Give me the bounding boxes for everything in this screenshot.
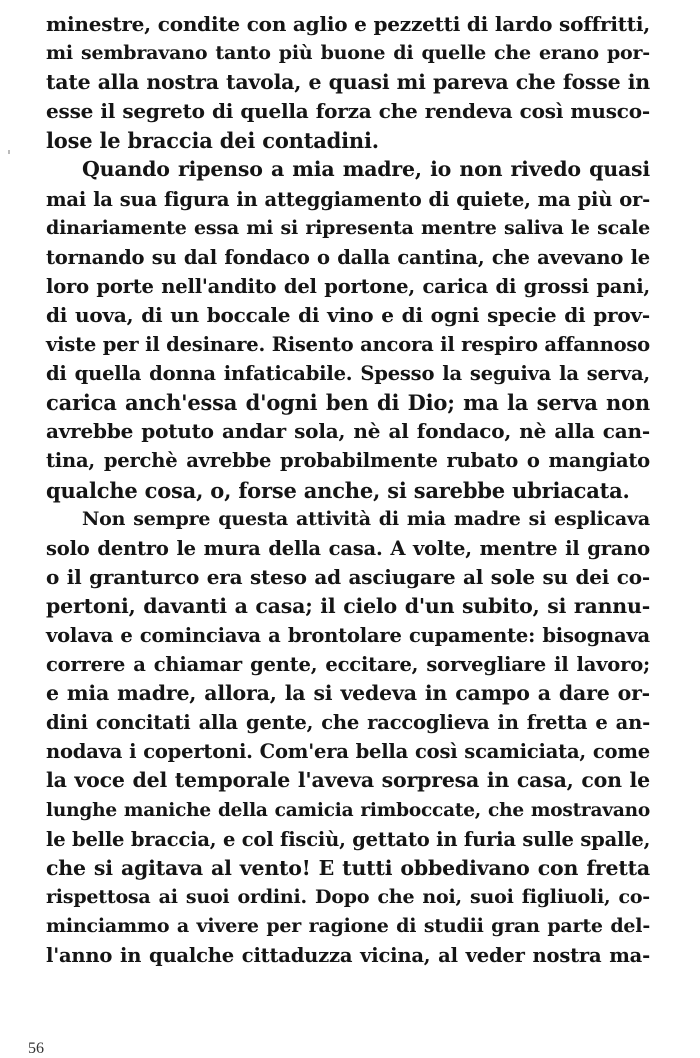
text-line: pertoni, davanti a casa; il cielo d'un subito, si rannu- bbox=[46, 593, 650, 618]
text-line: nodava i copertoni. Com'era bella così scamiciata, come bbox=[46, 740, 650, 764]
text-line: tina, perchè avrebbe probabilmente rubato o mangiato bbox=[46, 449, 650, 473]
text-line: minestre, condite con aglio e pezzetti di lardo soffritti, bbox=[46, 12, 650, 36]
text-line: dini concitati alla gente, che raccoglieva in fretta e an- bbox=[46, 711, 650, 735]
text-line: tornando su dal fondaco o dalla cantina, che avevano le bbox=[46, 245, 650, 269]
text-line: e mia madre, allora, la si vedeva in campo a dare or- bbox=[46, 681, 650, 706]
text-line: lose le braccia dei contadini. bbox=[46, 128, 379, 154]
text-line: mi sembravano tanto più buone di quelle che erano por- bbox=[46, 42, 650, 65]
page-edge-mark bbox=[8, 150, 10, 154]
text-line: Non sempre questa attività di mia madre si esplicava bbox=[82, 507, 650, 530]
page-number: 56 bbox=[28, 1040, 44, 1057]
text-line: viste per il desinare. Risento ancora il respiro affannoso bbox=[46, 333, 650, 357]
body-text bbox=[46, 10, 650, 970]
text-line: volava e cominciava a brontolare cupamente: bisognava bbox=[46, 623, 650, 647]
text-line: loro porte nell'andito del portone, carica di grossi pani, bbox=[46, 274, 650, 298]
text-line: Quando ripenso a mia madre, io non rivedo quasi bbox=[82, 157, 650, 182]
text-line: avrebbe potuto andar sola, nè al fondaco, nè alla can- bbox=[46, 419, 650, 444]
text-line: o il granturco era steso ad asciugare al sole su dei co- bbox=[46, 564, 650, 589]
text-line: la voce del temporale l'aveva sorpresa in casa, con le bbox=[46, 768, 650, 793]
text-line: mai la sua figura in atteggiamento di quiete, ma più or- bbox=[46, 187, 650, 211]
text-line: che si agitava al vento! E tutti obbedivano con fretta bbox=[46, 855, 650, 880]
text-line: tate alla nostra tavola, e quasi mi pareva che fosse in bbox=[46, 70, 650, 95]
text-line: lunghe maniche della camicia rimboccate, che mostravano bbox=[46, 799, 650, 821]
text-line: correre a chiamar gente, eccitare, sorvegliare il lavoro; bbox=[46, 653, 650, 677]
text-line: rispettosa ai suoi ordini. Dopo che noi, suoi figliuoli, co- bbox=[46, 885, 650, 908]
text-line: minciammo a vivere per ragione di studii gran parte del- bbox=[46, 914, 650, 937]
text-line: solo dentro le mura della casa. A volte, mentre il grano bbox=[46, 536, 650, 560]
text-line: qualche cosa, o, forse anche, si sarebbe ubriacata. bbox=[46, 477, 630, 503]
text-line: di uova, di un boccale di vino e di ogni specie di prov- bbox=[46, 302, 650, 327]
text-line: le belle braccia, e col fisciù, gettato in furia sulle spalle, bbox=[46, 827, 651, 851]
text-line: di quella donna infaticabile. Spesso la seguiva la serva, bbox=[46, 362, 650, 386]
text-line: carica anch'essa d'ogni ben di Dio; ma la serva non bbox=[46, 390, 650, 416]
text-line: l'anno in qualche cittaduzza vicina, al veder nostra ma- bbox=[46, 944, 650, 967]
text-line: dinariamente essa mi si ripresenta mentre saliva le scale bbox=[46, 216, 650, 239]
text-line: esse il segreto di quella forza che rendeva così musco- bbox=[46, 99, 650, 124]
